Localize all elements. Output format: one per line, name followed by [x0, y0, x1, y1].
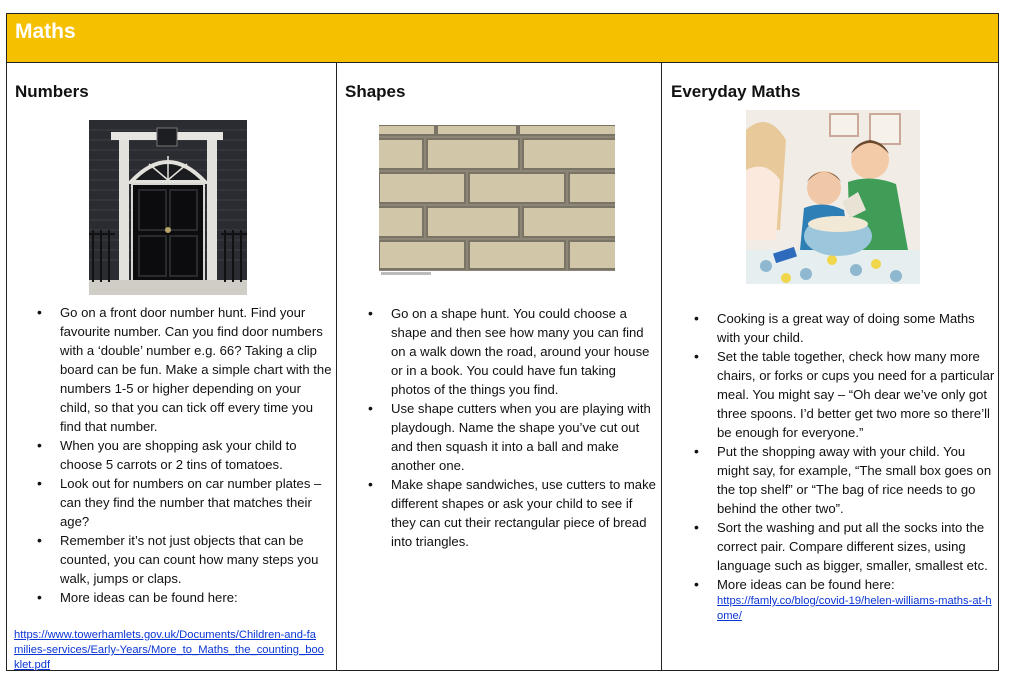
brick-wall-photo	[379, 125, 615, 277]
shapes-column	[337, 63, 662, 670]
banner-title: Maths	[15, 20, 76, 43]
numbers-column	[7, 63, 337, 670]
list-item: • Look out for numbers on car number plates – can they find the number that matches their age?	[60, 474, 332, 531]
list-item: • Sort the washing and put all the socks into the correct pair. Compare different sizes, using language such as bigger, smaller, smallest etc.	[717, 518, 997, 575]
list-item: • Make shape sandwiches, use cutters to make different shapes or ask your child to see if they can cut their rectangular piece of bread into triangles.	[391, 475, 657, 551]
list-item: • Put the shopping away with your child. You might say, for example, “The small box goes on the top shelf” or “The bag of rice needs to go behind the other two”.	[717, 442, 997, 518]
list-item: • Use shape cutters when you are playing with playdough. Name the shape you’ve cut out and then squash it into a ball and make another one.	[391, 399, 657, 475]
maths-activity-sheet	[6, 13, 999, 671]
counting-booklet-link[interactable]: https://www.towerhamlets.gov.uk/Documents/Children-and-families-services/Early-Years/More_to_Maths_the_counting_booklet.pdf	[14, 629, 324, 671]
family-cooking-photo	[746, 110, 920, 284]
front-door-photo	[89, 120, 247, 295]
everyday-maths-heading: Everyday Maths	[671, 82, 801, 101]
shapes-heading: Shapes	[345, 82, 406, 101]
everyday-maths-column	[662, 63, 998, 670]
everyday-maths-activity-list	[717, 309, 997, 624]
list-item: • Remember it’s not just objects that can be counted, you can count how many steps you walk, jumps or claps.	[60, 531, 332, 588]
list-item: • When you are shopping ask your child to choose 5 carrots or 2 tins of tomatoes.	[60, 436, 332, 474]
list-item: • More ideas can be found here:	[60, 588, 332, 607]
list-item-link	[717, 594, 997, 624]
numbers-heading: Numbers	[15, 82, 89, 101]
famly-blog-link[interactable]: https://famly.co/blog/covid-19/helen-williams-maths-at-home/	[717, 595, 992, 622]
list-item: • Go on a front door number hunt. Find your favourite number. Can you find door numbers with a ‘double’ number e.g. 66? Taking a clip board can be fun. Make a simple chart with the numbers 1-5 or higher depending on your child, so that you can tick off every time you find that number.	[60, 303, 332, 436]
list-item: • Set the table together, check how many more chairs, or forks or cups you need for a particular meal. You might say – “Oh dear we’ve only got three spoons. I’d better get two more so there’ll be enough for everyone.”	[717, 347, 997, 442]
list-item: • More ideas can be found here:	[717, 575, 997, 594]
list-item: • Cooking is a great way of doing some Maths with your child.	[717, 309, 997, 347]
shapes-activity-list	[391, 304, 657, 551]
numbers-activity-list	[60, 303, 332, 607]
section-banner	[7, 14, 998, 63]
list-item: • Go on a shape hunt. You could choose a shape and then see how many you can find on a walk down the road, around your house or in a book. You could have fun taking photos of the things you find.	[391, 304, 657, 399]
